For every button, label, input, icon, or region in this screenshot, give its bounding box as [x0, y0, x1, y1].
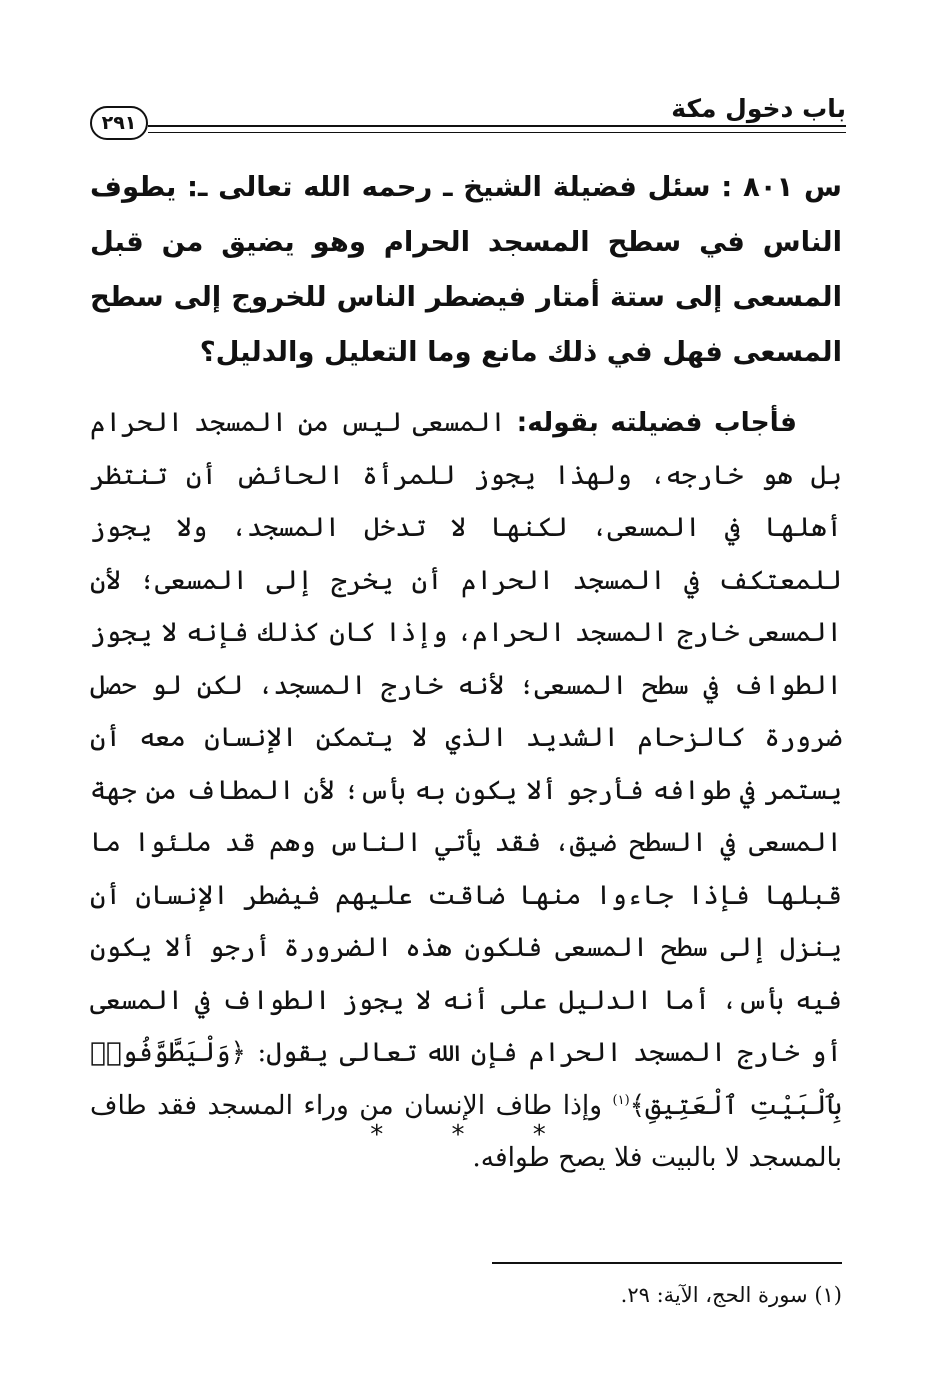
- footnote-reference: (١): [612, 1092, 630, 1108]
- chapter-title: باب دخول مكة: [671, 94, 846, 123]
- answer-paragraph: [90, 397, 842, 1185]
- answer-text: المسعى ليس من المسجد الحرام بل هو خارجه، ولهذا يجوز للمرأة الحائض أن تنتظر أهلها في المسعى، لكنها لا تدخل المسجد، ولا يجوز للمعتكف في المسجد الحرام أن يخرج إلى المسعى؛ لأن المسعى خارج المسجد الحرام، وإذا كان كذلك فإنه لا يجوز الطواف في سطح المسعى؛ لأنه خارج المسجد، لكن لو حصل ضرورة كالزحام الشديد الذي لا يتمكن الإنسان معه أن يستمر في طوافه فأرجو ألا يكون به بأس؛ لأن المطاف من جهة المسعى في السطح ضيق، فقد يأتي الناس وهم قد ملئوا ما قبلها فإذا جاءوا منها ضاقت عليهم فيضطر الإنسان أن ينزل إلى سطح المسعى فلكون هذه الضرورة أرجو ألا يكون فيه بأس، أما الدليل على أنه لا يجوز الطواف في المسعى أو خارج المسجد الحرام فإن الله تعالى يقول:: [90, 407, 842, 1068]
- question-text: سئل فضيلة الشيخ ـ رحمه الله تعالى ـ: يطوف الناس في سطح المسجد الحرام وهو يضيق من قبل المسعى إلى ستة أمتار فيضطر الناس للخروج إلى سطح المسعى فهل في ذلك مانع وما التعليل والدليل؟: [90, 171, 842, 368]
- footnote-rule: [492, 1262, 842, 1264]
- page-content: [90, 160, 842, 1185]
- page-header: [90, 92, 846, 142]
- header-rule: [148, 125, 846, 133]
- page-number: ٢٩١: [90, 106, 148, 140]
- question-label: س ٨٠١ :: [721, 171, 843, 203]
- question-paragraph: [90, 160, 842, 380]
- footnote: (١) سورة الحج، الآية: ٢٩.: [620, 1283, 842, 1307]
- quran-verse: ﴿وَلْيَطَّوَّفُوا۟ بِٱلْبَيْتِ ٱلْعَتِيقِ﴾: [90, 1037, 842, 1121]
- answer-lead: فأجاب فضيلته بقوله:: [516, 407, 797, 438]
- section-separator: * * *: [370, 1120, 576, 1150]
- answer-text-end: وإذا طاف الإنسان من وراء المسجد فقد طاف بالمسجد لا بالبيت فلا يصح طوافه.: [90, 1089, 842, 1173]
